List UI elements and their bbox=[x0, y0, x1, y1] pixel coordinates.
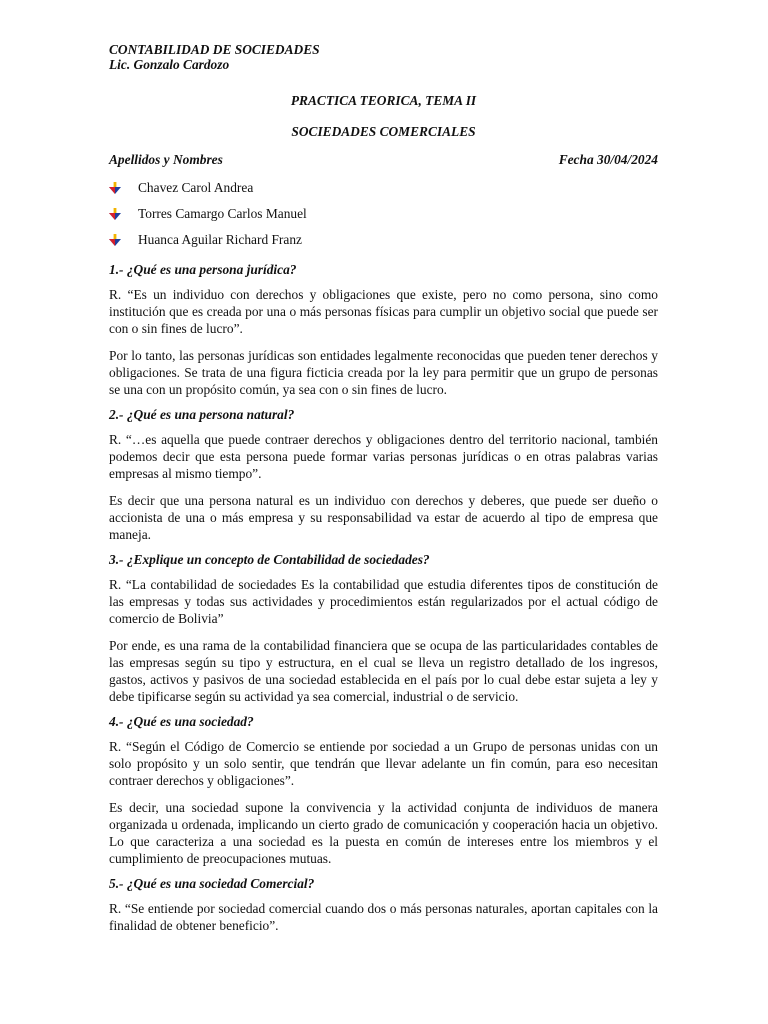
answer-quote: R. “La contabilidad de sociedades Es la contabilidad que estudia diferentes tipos de constitución de las empresas y todas sus actividades y procedimientos están regularizados por el actual código de comercio de Bolivia” bbox=[109, 577, 658, 626]
answer-quote: R. “Es un individuo con derechos y obligaciones que existe, pero no como persona, sino como institución que es creada por una o más personas físicas para cumplir un objetivo social que puede ser con o sin fines de lucro”. bbox=[109, 287, 658, 336]
student-item bbox=[109, 227, 658, 253]
answer-quote: R. “…es aquella que puede contraer derechos y obligaciones dentro del territorio nacional, también podemos decir que esta persona puede formar varias personas jurídicas o en otras palabras varias empresas al mismo tiempo”. bbox=[109, 432, 658, 481]
question-heading: 3.- ¿Explique un concepto de Contabilidad de sociedades? bbox=[109, 552, 430, 567]
student-name: Torres Camargo Carlos Manuel bbox=[138, 206, 307, 221]
arrow-down-bullet-icon bbox=[109, 234, 121, 246]
student-item bbox=[109, 201, 658, 227]
answer-explanation: Por lo tanto, las personas jurídicas son entidades legalmente reconocidas que pueden tener derechos y obligaciones. Se trata de una figura ficticia creada por la ley para permitir que un grupo de personas se una con un propósito común, ya sea con o sin fines de lucro. bbox=[109, 348, 658, 397]
document-subtitle: SOCIEDADES COMERCIALES bbox=[291, 124, 476, 139]
student-name: Huanca Aguilar Richard Franz bbox=[138, 232, 302, 247]
meta-row bbox=[109, 151, 658, 168]
names-label: Apellidos y Nombres bbox=[109, 152, 223, 167]
document-title: PRACTICA TEORICA, TEMA II bbox=[290, 93, 477, 108]
question-heading: 5.- ¿Qué es una sociedad Comercial? bbox=[109, 876, 315, 891]
student-item bbox=[109, 175, 658, 201]
course-name: CONTABILIDAD DE SOCIEDADES bbox=[109, 42, 320, 57]
arrow-down-bullet-icon bbox=[109, 208, 121, 220]
question-heading: 1.- ¿Qué es una persona jurídica? bbox=[109, 262, 297, 277]
question-heading: 2.- ¿Qué es una persona natural? bbox=[109, 407, 295, 422]
answer-explanation: Por ende, es una rama de la contabilidad financiera que se ocupa de las particularidades contables de las empresas según su tipo y estructura, en el cual se lleva un registro detallado de los ingresos, gastos, activos y pasivos de una sociedad establecida en el país por lo cual debe estar sujeta a ley y debe tipificarse según su actividad ya sea comercial, industrial o de servicio. bbox=[109, 638, 658, 704]
answer-quote: R. “Se entiende por sociedad comercial cuando dos o más personas naturales, aportan capitales con la finalidad de obtener beneficio”. bbox=[109, 901, 658, 933]
student-name: Chavez Carol Andrea bbox=[138, 180, 254, 195]
date-label: Fecha 30/04/2024 bbox=[558, 152, 658, 167]
question-heading: 4.- ¿Qué es una sociedad? bbox=[109, 714, 254, 729]
answer-explanation: Es decir que una persona natural es un individuo con derechos y deberes, que puede ser dueño o accionista de una o más empresa y su responsabilidad va estar de acuerdo al tipo de empresa que maneja. bbox=[109, 493, 658, 542]
teacher-name: Lic. Gonzalo Cardozo bbox=[109, 57, 230, 72]
answer-quote: R. “Según el Código de Comercio se entiende por sociedad a un Grupo de personas unidas con un solo propósito y un solo sentir, que tendrán que llevar adelante un fin común, para eso necesitan contraer derechos y obligaciones”. bbox=[109, 739, 658, 788]
document-page bbox=[109, 42, 658, 934]
arrow-down-bullet-icon bbox=[109, 182, 121, 194]
student-list bbox=[109, 175, 658, 253]
answer-explanation: Es decir, una sociedad supone la convivencia y la actividad conjunta de individuos de manera organizada u ordenada, implicando un cierto grado de comunicación y cooperación hacia un objetivo. Lo que caracteriza a una sociedad es la puesta en común de intereses entre los miembros y el cumplimiento de preocupaciones mutuas. bbox=[109, 800, 658, 866]
